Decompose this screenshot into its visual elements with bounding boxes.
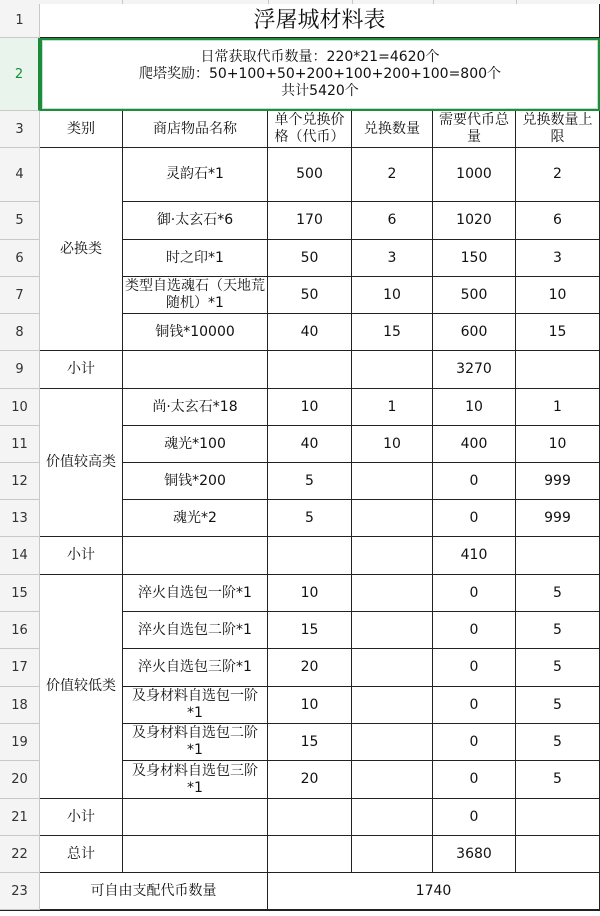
limit-cell[interactable]: 5	[516, 687, 600, 724]
note-line: 日常获取代币数量：220*21=4620个	[200, 49, 440, 65]
empty-cell[interactable]	[123, 351, 268, 389]
quantity-cell[interactable]: 1	[352, 389, 433, 426]
row-number[interactable]: 17	[0, 649, 40, 687]
quantity-cell[interactable]	[352, 500, 433, 537]
unit-price-cell[interactable]: 10	[268, 575, 352, 612]
grid-bottom-line	[0, 910, 600, 911]
total-cell[interactable]: 0	[433, 500, 516, 537]
category-must[interactable]: 必换类	[40, 148, 123, 351]
unit-price-cell[interactable]: 10	[268, 389, 352, 426]
row-number[interactable]: 22	[0, 836, 40, 873]
unit-price-cell[interactable]: 5	[268, 500, 352, 537]
empty-cell[interactable]	[268, 351, 352, 389]
total-cell[interactable]: 600	[433, 314, 516, 351]
note-line: 共计5420个	[281, 83, 359, 99]
subtotal-value[interactable]: 3270	[433, 351, 516, 389]
limit-cell[interactable]: 999	[516, 463, 600, 500]
total-cell[interactable]: 1020	[433, 202, 516, 240]
unit-price-cell[interactable]: 15	[268, 724, 352, 761]
row-number[interactable]: 12	[0, 463, 40, 500]
total-cell[interactable]: 150	[433, 240, 516, 277]
subtotal-value[interactable]: 0	[433, 799, 516, 836]
item-name-cell[interactable]: 及身材料自选包一阶*1	[123, 687, 268, 724]
limit-cell[interactable]: 5	[516, 761, 600, 799]
quantity-cell[interactable]	[352, 463, 433, 500]
item-name-cell[interactable]: 魂光*100	[123, 426, 268, 463]
header-total-tokens[interactable]: 需要代币总量	[433, 111, 516, 148]
quantity-cell[interactable]	[352, 612, 433, 649]
header-unit-price[interactable]: 单个兑换价格（代币）	[268, 111, 352, 148]
item-name-cell[interactable]: 御·太玄石*6	[123, 202, 268, 240]
total-cell[interactable]: 500	[433, 277, 516, 314]
quantity-cell[interactable]: 3	[352, 240, 433, 277]
item-name-cell[interactable]: 尚·太玄石*18	[123, 389, 268, 426]
unit-price-cell[interactable]: 20	[268, 761, 352, 799]
limit-cell[interactable]: 5	[516, 724, 600, 761]
quantity-cell[interactable]: 10	[352, 277, 433, 314]
item-name-cell[interactable]: 类型自选魂石（天地荒随机）*1	[123, 277, 268, 314]
row-number[interactable]: 23	[0, 873, 40, 910]
subtotal-label[interactable]: 小计	[40, 799, 123, 836]
empty-cell[interactable]	[123, 799, 268, 836]
total-cell[interactable]: 0	[433, 463, 516, 500]
note-line: 爬塔奖励：50+100+50+200+100+200+100=800个	[138, 66, 502, 82]
subtotal-label[interactable]: 小计	[40, 537, 123, 575]
unit-price-cell[interactable]: 5	[268, 463, 352, 500]
unit-price-cell[interactable]: 10	[268, 687, 352, 724]
empty-cell[interactable]	[352, 836, 433, 873]
quantity-cell[interactable]: 6	[352, 202, 433, 240]
empty-cell[interactable]	[516, 537, 600, 575]
limit-cell[interactable]: 5	[516, 649, 600, 687]
row-number[interactable]: 13	[0, 500, 40, 537]
quantity-cell[interactable]	[352, 724, 433, 761]
quantity-cell[interactable]: 10	[352, 426, 433, 463]
empty-cell[interactable]	[268, 537, 352, 575]
item-name-cell[interactable]: 及身材料自选包二阶*1	[123, 724, 268, 761]
quantity-cell[interactable]	[352, 761, 433, 799]
subtotal-value[interactable]: 410	[433, 537, 516, 575]
limit-cell[interactable]: 999	[516, 500, 600, 537]
total-cell[interactable]: 0	[433, 687, 516, 724]
row-number[interactable]: 3	[0, 111, 40, 148]
row-number[interactable]: 9	[0, 351, 40, 389]
row-number[interactable]: 15	[0, 575, 40, 612]
total-cell[interactable]: 1000	[433, 148, 516, 202]
limit-cell[interactable]: 2	[516, 148, 600, 202]
quantity-cell[interactable]: 15	[352, 314, 433, 351]
item-name-cell[interactable]: 铜钱*10000	[123, 314, 268, 351]
limit-cell[interactable]: 15	[516, 314, 600, 351]
row-number[interactable]: 7	[0, 277, 40, 314]
total-cell[interactable]: 0	[433, 649, 516, 687]
row-number[interactable]: 1	[0, 4, 40, 38]
selected-notes-cell[interactable]	[40, 38, 600, 111]
unit-price-cell[interactable]: 170	[268, 202, 352, 240]
category-low[interactable]: 价值较低类	[40, 575, 123, 799]
item-name-cell[interactable]: 及身材料自选包三阶*1	[123, 761, 268, 799]
empty-cell[interactable]	[123, 537, 268, 575]
row-number[interactable]: 2	[0, 38, 40, 111]
limit-cell[interactable]: 5	[516, 612, 600, 649]
quantity-cell[interactable]	[352, 575, 433, 612]
total-cell[interactable]: 0	[433, 761, 516, 799]
unit-price-cell[interactable]: 40	[268, 426, 352, 463]
row-number[interactable]: 19	[0, 724, 40, 761]
total-cell[interactable]: 0	[433, 575, 516, 612]
empty-cell[interactable]	[268, 799, 352, 836]
grand-total-label[interactable]: 总计	[40, 836, 123, 873]
item-name-cell[interactable]: 铜钱*200	[123, 463, 268, 500]
limit-cell[interactable]: 10	[516, 426, 600, 463]
subtotal-label[interactable]: 小计	[40, 351, 123, 389]
free-tokens-label[interactable]: 可自由支配代币数量	[40, 873, 268, 910]
unit-price-cell[interactable]: 50	[268, 277, 352, 314]
unit-price-cell[interactable]: 40	[268, 314, 352, 351]
row-number[interactable]: 4	[0, 148, 40, 202]
item-name-cell[interactable]: 魂光*2	[123, 500, 268, 537]
total-cell[interactable]: 400	[433, 426, 516, 463]
row-number[interactable]: 20	[0, 761, 40, 799]
empty-cell[interactable]	[516, 836, 600, 873]
quantity-cell[interactable]	[352, 649, 433, 687]
category-high[interactable]: 价值较高类	[40, 389, 123, 537]
row-number[interactable]: 6	[0, 240, 40, 277]
quantity-cell[interactable]	[352, 687, 433, 724]
row-number[interactable]: 10	[0, 389, 40, 426]
header-quantity[interactable]: 兑换数量	[352, 111, 433, 148]
item-name-cell[interactable]: 淬火自选包三阶*1	[123, 649, 268, 687]
item-name-cell[interactable]: 时之印*1	[123, 240, 268, 277]
sheet-title[interactable]: 浮屠城材料表	[40, 4, 600, 38]
unit-price-cell[interactable]: 50	[268, 240, 352, 277]
row-number[interactable]: 5	[0, 202, 40, 240]
empty-cell[interactable]	[123, 836, 268, 873]
total-cell[interactable]: 0	[433, 612, 516, 649]
free-tokens-value[interactable]: 1740	[268, 873, 600, 910]
row-number[interactable]: 21	[0, 799, 40, 836]
empty-cell[interactable]	[516, 799, 600, 836]
item-name-cell[interactable]: 淬火自选包二阶*1	[123, 612, 268, 649]
item-name-cell[interactable]: 灵韵石*1	[123, 148, 268, 202]
unit-price-cell[interactable]: 20	[268, 649, 352, 687]
row-number[interactable]: 16	[0, 612, 40, 649]
empty-cell[interactable]	[352, 537, 433, 575]
total-cell[interactable]: 0	[433, 724, 516, 761]
unit-price-cell[interactable]: 15	[268, 612, 352, 649]
header-item-name[interactable]: 商店物品名称	[123, 111, 268, 148]
limit-cell[interactable]: 5	[516, 575, 600, 612]
header-quantity-limit[interactable]: 兑换数量上限	[516, 111, 600, 148]
empty-cell[interactable]	[516, 351, 600, 389]
empty-cell[interactable]	[352, 351, 433, 389]
row-number[interactable]: 14	[0, 537, 40, 575]
empty-cell[interactable]	[268, 836, 352, 873]
row-number[interactable]: 18	[0, 687, 40, 724]
unit-price-cell[interactable]: 500	[268, 148, 352, 202]
quantity-cell[interactable]: 2	[352, 148, 433, 202]
limit-cell[interactable]: 1	[516, 389, 600, 426]
limit-cell[interactable]: 3	[516, 240, 600, 277]
grand-total-value[interactable]: 3680	[433, 836, 516, 873]
header-category[interactable]: 类别	[40, 111, 123, 148]
total-cell[interactable]: 10	[433, 389, 516, 426]
row-number[interactable]: 11	[0, 426, 40, 463]
limit-cell[interactable]: 10	[516, 277, 600, 314]
empty-cell[interactable]	[352, 799, 433, 836]
item-name-cell[interactable]: 淬火自选包一阶*1	[123, 575, 268, 612]
row-number[interactable]: 8	[0, 314, 40, 351]
limit-cell[interactable]: 6	[516, 202, 600, 240]
